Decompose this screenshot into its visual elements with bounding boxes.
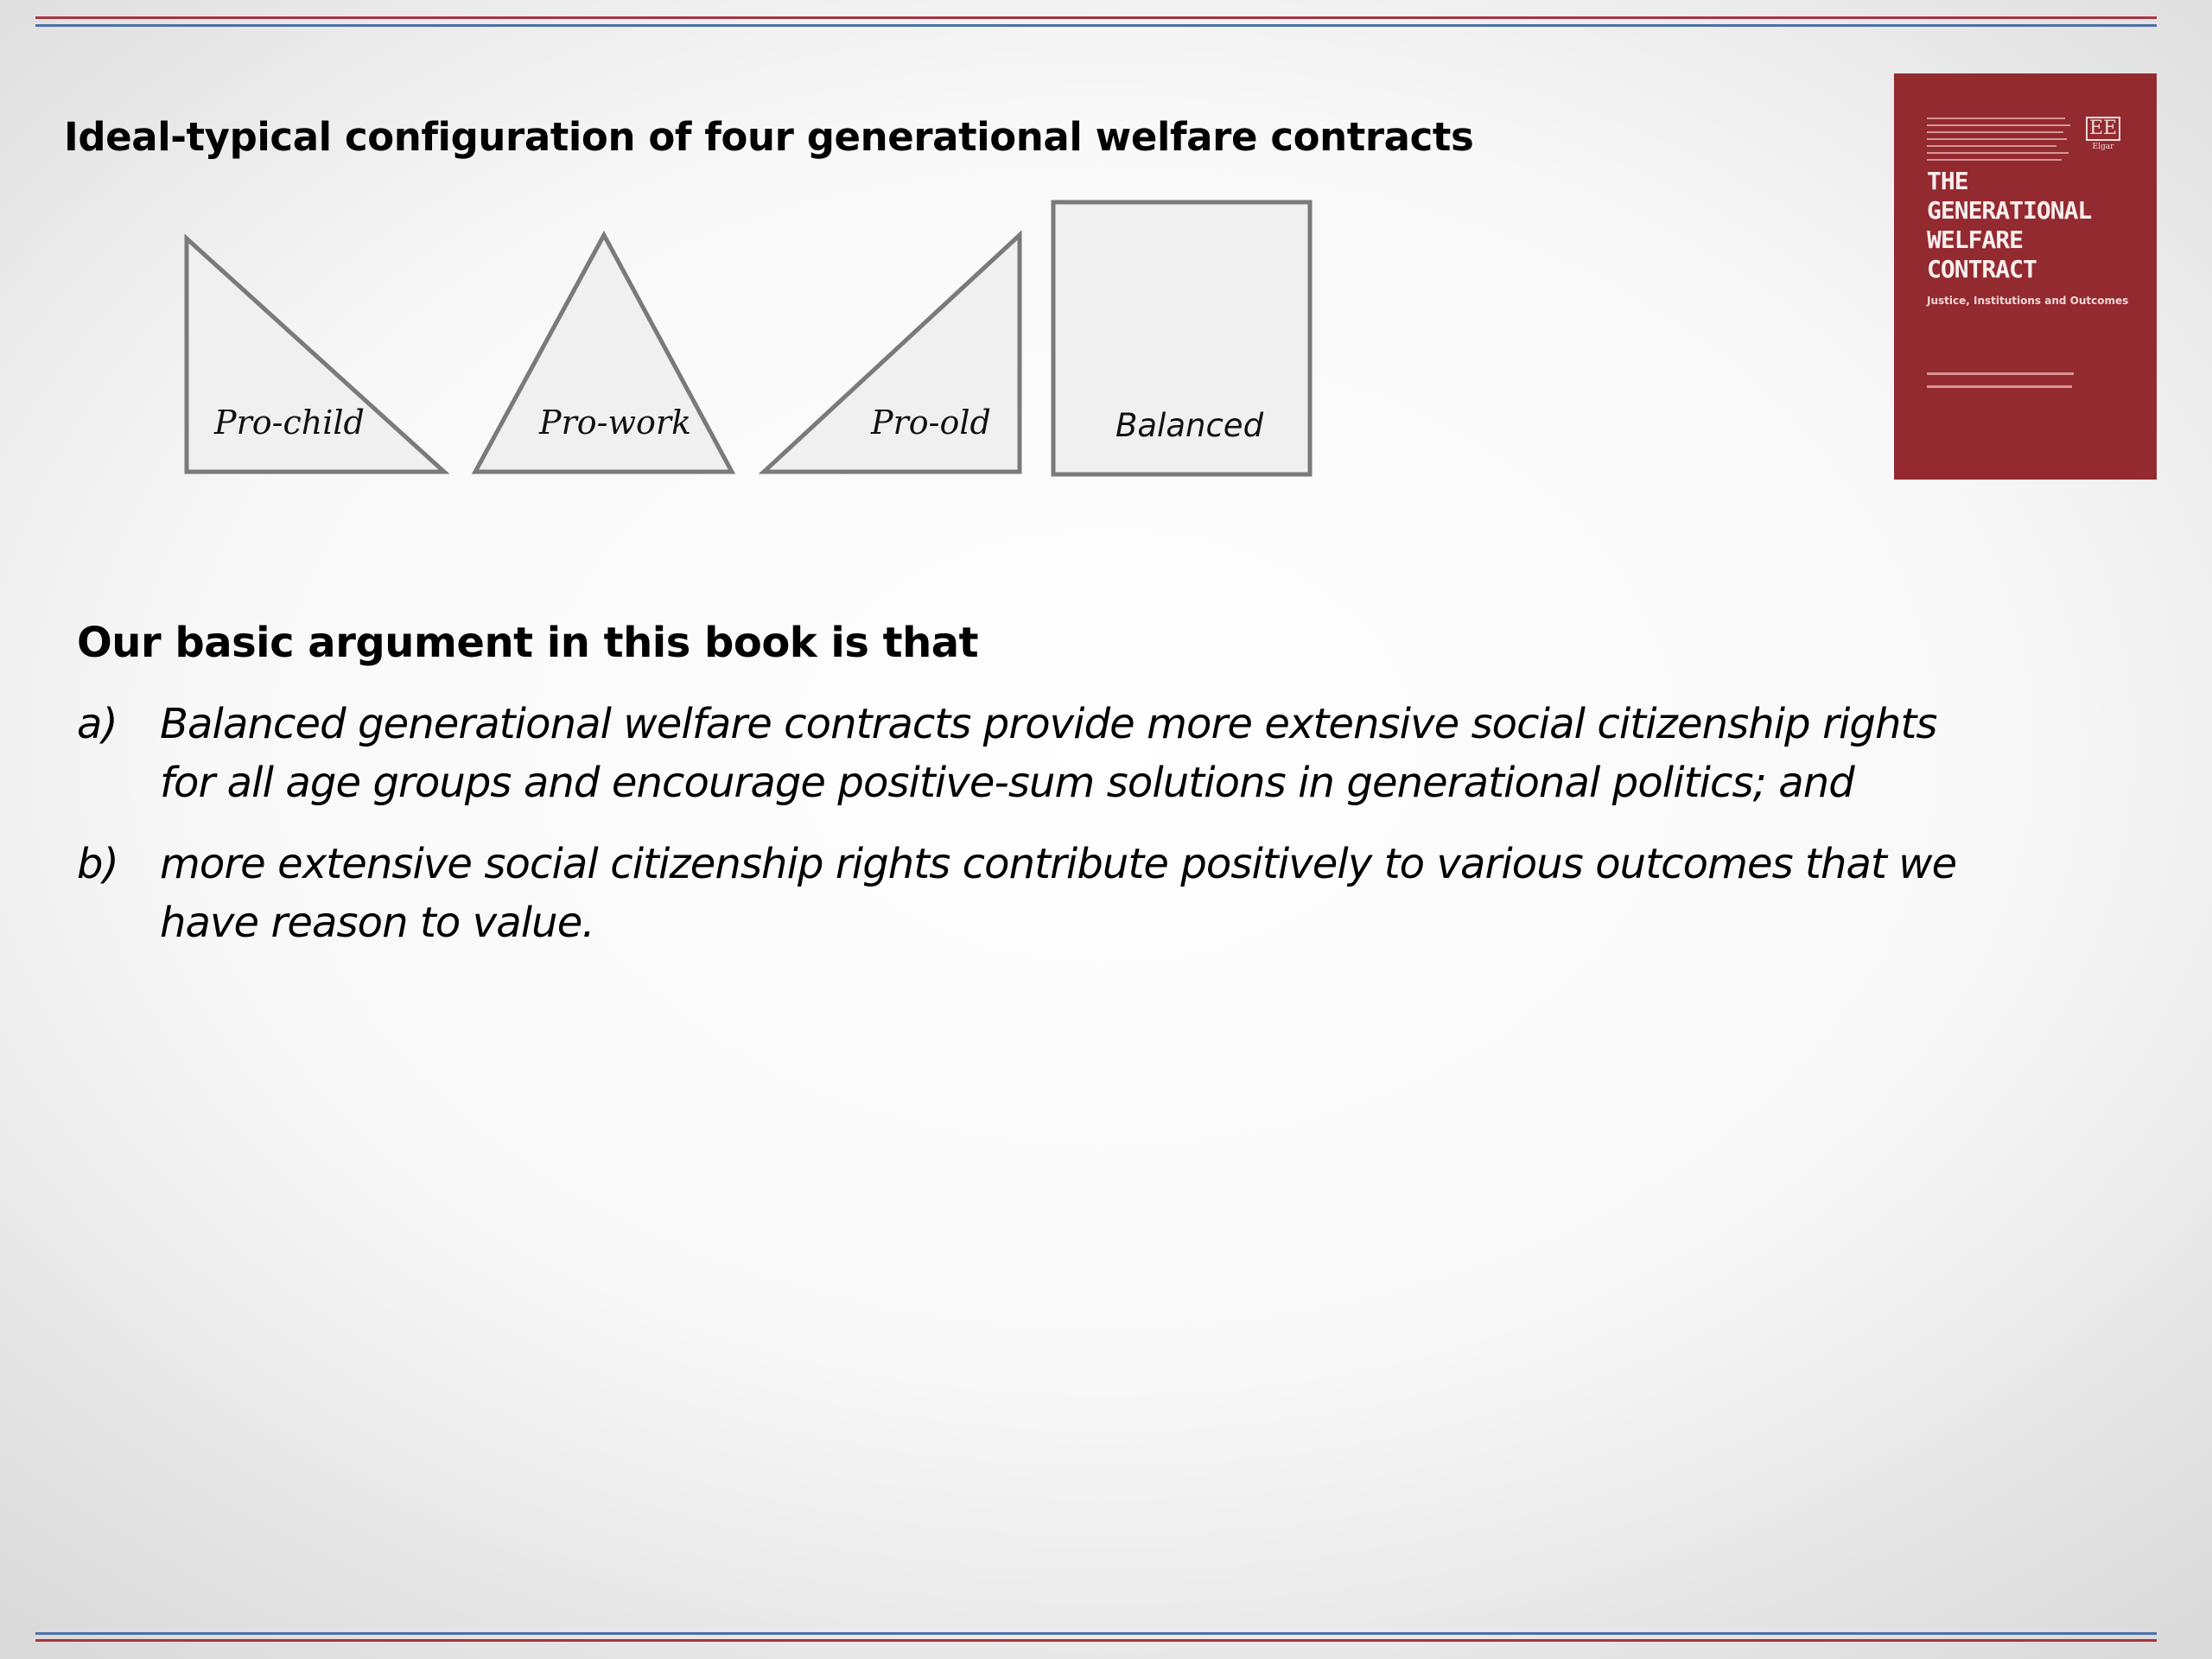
argument-text-a: Balanced generational welfare contracts provide more extensive social citizenship rights for all age groups and encourage positive-sum solutions in generational politics; and	[160, 700, 1937, 807]
shape-pro-child	[187, 238, 444, 472]
book-cover-image	[1894, 73, 2157, 480]
pro-child-label: Pro-child	[214, 404, 365, 442]
shape-pro-old	[764, 235, 1020, 472]
pro-old-label: Pro-old	[871, 404, 991, 442]
shape-pro-work	[475, 235, 732, 472]
publisher-logo: EE Elgar	[2086, 117, 2120, 151]
cover-authors	[1927, 367, 2143, 388]
argument-heading: Our basic argument in this book is that	[77, 619, 979, 667]
balanced-label: Balanced	[1116, 407, 1264, 444]
argument-marker-a: a)	[77, 700, 118, 748]
bottom-red-rule	[35, 1639, 2157, 1642]
slide-title: Ideal-typical configuration of four generational welfare contracts	[64, 114, 1474, 160]
shape-balanced	[1053, 202, 1310, 474]
cover-subtitle: Justice, Institutions and Outcomes	[1927, 295, 2129, 307]
bottom-blue-rule	[35, 1632, 2157, 1635]
argument-marker-b: b)	[77, 840, 119, 888]
argument-text-b: more extensive social citizenship rights contribute positively to various outcomes that we have reason to value.	[160, 840, 1957, 947]
contract-shapes-diagram	[0, 0, 1348, 493]
pro-work-label: Pro-work	[539, 404, 692, 442]
cover-title: THE GENERATIONAL WELFARE CONTRACT	[1927, 167, 2092, 283]
